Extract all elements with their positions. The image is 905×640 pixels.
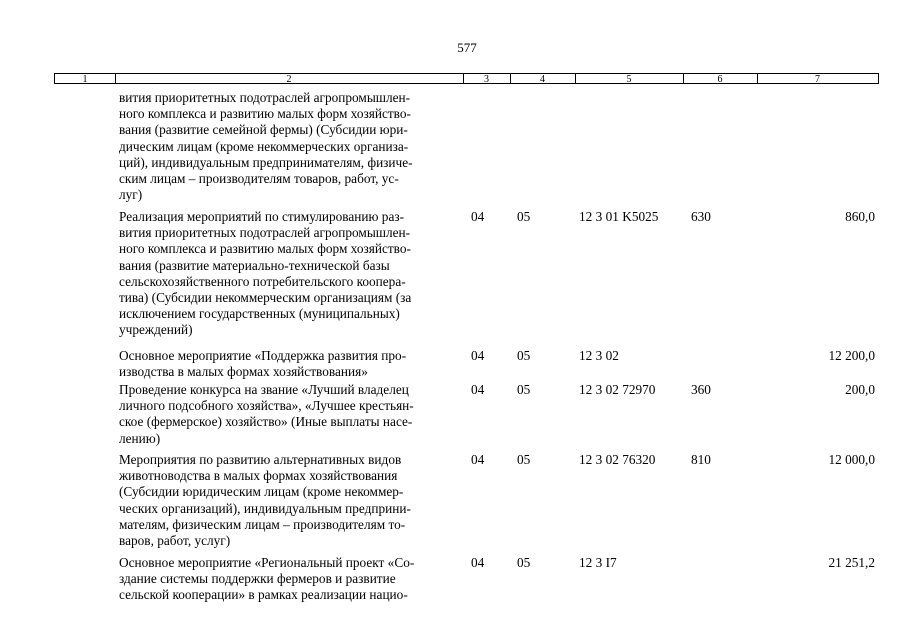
header-cell-3: 3 xyxy=(463,73,511,84)
row-section: 04 xyxy=(471,452,485,467)
row-section: 04 xyxy=(471,209,485,224)
row-amount: 12 000,0 xyxy=(828,452,875,467)
row-description: вития приоритетных подотраслей агропромышлен- ного комплекса и развитию малых форм хозяйство- вания (развитие семейной фермы) (Субсидии юри- дическим лицам (кроме некоммерческих организа- ций), индивидуальным предпринимателям, физиче- ским лицам – производителям товаров, работ, ус- луг) xyxy=(119,90,413,203)
row-section: 04 xyxy=(471,382,485,397)
header-cell-7: 7 xyxy=(757,73,879,84)
row-section: 04 xyxy=(471,348,485,363)
header-cell-2: 2 xyxy=(115,73,464,84)
row-target-article: 12 3 01 K5025 xyxy=(579,209,659,224)
header-cell-1: 1 xyxy=(54,73,116,84)
row-target-article: 12 3 I7 xyxy=(579,555,617,570)
header-cell-4: 4 xyxy=(510,73,576,84)
row-amount: 860,0 xyxy=(845,209,875,224)
row-subsection: 05 xyxy=(517,348,531,363)
row-subsection: 05 xyxy=(517,452,531,467)
row-subsection: 05 xyxy=(517,555,531,570)
row-target-article: 12 3 02 76320 xyxy=(579,452,656,467)
row-subsection: 05 xyxy=(517,209,531,224)
row-target-article: 12 3 02 72970 xyxy=(579,382,656,397)
row-description: Мероприятия по развитию альтернативных видов животноводства в малых формах хозяйствования (Субсидии юридическим лицам (кроме некоммер- ческих организаций), индивидуальным предприни- мателям, физическим лицам – производителям то- варов, работ, услуг) xyxy=(119,452,411,549)
row-description: Проведение конкурса на звание «Лучший владелец личного подсобного хозяйства», «Лучшее крестьян- ское (фермерское) хозяйство» (Иные выплаты насе- лению) xyxy=(119,382,414,446)
row-section: 04 xyxy=(471,555,485,570)
row-description: Реализация мероприятий по стимулированию раз- вития приоритетных подотраслей агропромышлен- ного комплекса и развитию малых форм хозяйство- вания (развитие материально-технической базы сельскохозяйственного потребительского коопера- тива) (Субсидии некоммерческим организациям (за исключением государственных (муниципальных) учреждений) xyxy=(119,209,412,338)
row-amount: 200,0 xyxy=(845,382,875,397)
row-target-article: 12 3 02 xyxy=(579,348,619,363)
row-expense-type: 810 xyxy=(691,452,711,467)
row-subsection: 05 xyxy=(517,382,531,397)
row-expense-type: 360 xyxy=(691,382,711,397)
header-cell-5: 5 xyxy=(575,73,684,84)
row-amount: 12 200,0 xyxy=(828,348,875,363)
header-cell-6: 6 xyxy=(683,73,758,84)
row-amount: 21 251,2 xyxy=(828,555,875,570)
row-description: Основное мероприятие «Региональный проект «Со- здание системы поддержки фермеров и развитие сельской кооперации» в рамках реализации нацио- xyxy=(119,555,415,603)
row-description: Основное мероприятие «Поддержка развития про- изводства в малых формах хозяйствования» xyxy=(119,348,407,380)
row-expense-type: 630 xyxy=(691,209,711,224)
page-number: 577 xyxy=(457,40,477,55)
